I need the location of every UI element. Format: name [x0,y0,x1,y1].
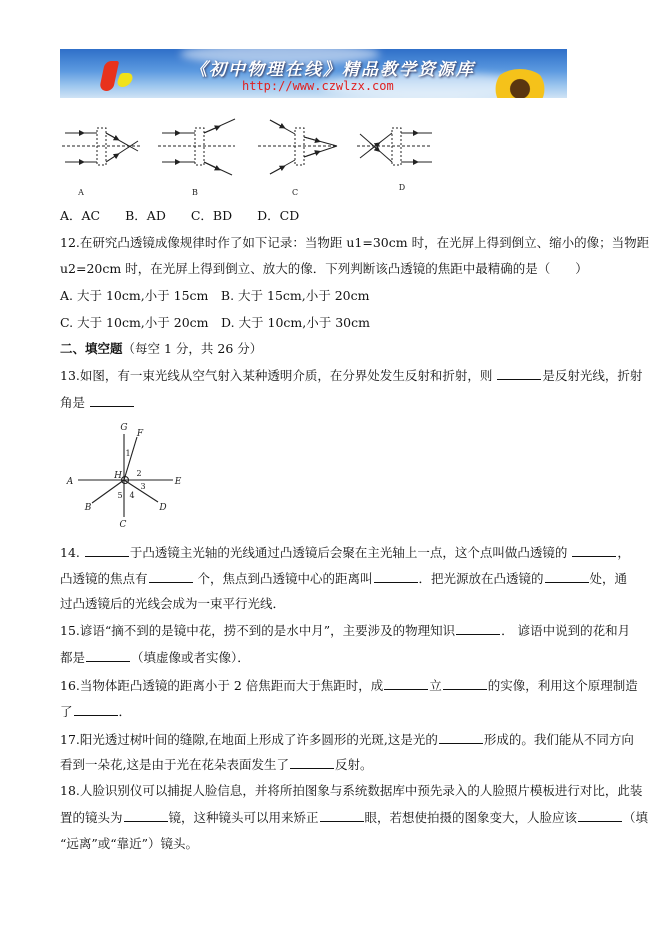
text-segment: “远离”或“靠近”）镜头。 [60,836,199,851]
text-segment: 于凸透镜主光轴的光线通过凸透镜后会聚在主光轴上一点，这个点叫做凸透镜的 [129,545,572,560]
figure-label-b: B [192,188,198,197]
angle-5: 5 [117,491,123,500]
answer-blank[interactable] [124,809,168,822]
answer-blank[interactable] [374,570,418,583]
figure-label-c: C [291,188,299,197]
q13-reflection-figure [60,415,200,530]
point-e: E [174,477,182,487]
text-segment: 15.谚语“摘不到的是镜中花，捞不到的是水中月”，主要涉及的物理知识 [60,623,456,638]
lens-diagrams [0,0,661,200]
text-segment: 过凸透镜后的光线会成为一束平行光线． [60,596,286,611]
point-d: D [159,503,167,513]
text-segment: （填虚像或者实像）． [131,650,250,665]
text-segment: 12.在研究凸透镜成像规律时作了如下记录：当物距 u1=30cm 时，在光屏上得到倒立、缩小的像；当物距 [60,235,650,250]
text-line [60,731,634,748]
text-line [60,367,643,384]
text-line [60,836,198,852]
text-line [60,783,643,799]
point-c: C [119,520,127,530]
banner-url: http://www.czwlzx.com [242,79,394,93]
lens-diagram-d [357,128,432,165]
answer-blank[interactable] [86,649,130,662]
text-segment: A. 大于 10cm,小于 15cm B. 大于 15cm,小于 20cm [60,288,370,303]
answer-blank[interactable] [545,570,589,583]
answer-blank[interactable] [320,809,364,822]
section-heading: 二、填空题 [60,341,123,356]
answer-blank[interactable] [149,570,193,583]
text-line [60,622,631,639]
figure-label-a: A [78,188,84,197]
text-segment: 的实像，利用这个原理制造 [487,678,638,693]
text-segment: 眼，若想使拍摄的图象变大，人脸应该 [364,810,578,825]
point-b: B [84,503,92,513]
text-segment: 凸透镜的焦点有 [60,571,148,586]
answer-blank[interactable] [290,756,334,769]
text-segment: 17.阳光透过树叶间的缝隙,在地面上形成了许多圆形的光斑,这是光的 [60,732,438,747]
text-segment: 13.如图，有一束光线从空气射入某种透明介质，在分界处发生反射和折射，则 [60,368,497,383]
text-line [60,677,638,694]
text-segment: 处，通 [589,571,628,586]
text-segment: 16.当物体距凸透镜的距离小于 2 倍焦距而大于焦距时，成 [60,678,384,693]
text-segment: 反射。 [334,757,373,772]
answer-blank[interactable] [578,809,622,822]
answer-blank[interactable] [439,731,483,744]
angle-1: 1 [125,449,131,458]
point-h: H [114,471,122,481]
text-segment: （每空 1 分，共 26 分） [122,341,263,356]
lens-diagram-b [158,119,235,175]
angle-2: 2 [136,469,142,478]
answer-blank[interactable] [90,394,134,407]
answer-blank[interactable] [384,677,428,690]
text-segment: （填 [623,810,649,825]
text-segment: 是反射光线，折射 [542,368,643,383]
text-segment: 18.人脸识别仪可以捕捉人脸信息，并将所拍图象与系统数据库中预先录入的人脸照片模板进行对比，此装 [60,783,643,798]
text-segment: ． 谚语中说到的花和月 [501,623,631,638]
q11-options: A．AC B．AD C．BD D．CD [60,208,300,223]
text-line [60,288,370,304]
lens-diagram-a [62,128,140,165]
text-line [60,809,649,826]
figure-label-d: D [398,183,406,192]
answer-blank[interactable] [74,703,118,716]
text-line [60,341,262,357]
answer-blank[interactable] [443,677,487,690]
text-segment: 14. [60,545,84,560]
answer-blank[interactable] [497,367,541,380]
text-segment: 形成的。我们能从不同方向 [483,732,634,747]
text-segment: ．把光源放在凸透镜的 [418,571,544,586]
lens-diagram-c [258,120,337,174]
text-segment: ． [118,704,132,719]
text-line [60,649,250,666]
text-segment: 置的镜头为 [60,810,123,825]
text-segment: 立 [429,678,442,693]
text-segment: u2=20cm 时，在光屏上得到倒立、放大的像．下列判断该凸透镜的焦距中最精确的是（ ） [60,261,588,276]
text-line [60,261,588,277]
text-segment: 看到一朵花,这是由于光在花朵表面发生了 [60,757,289,772]
text-line [60,756,373,773]
angle-4: 4 [129,491,135,500]
answer-blank[interactable] [456,622,500,635]
text-line [60,703,131,720]
text-segment: ， [617,545,630,560]
angle-3: 3 [140,482,146,491]
text-line [60,235,650,251]
text-line [60,544,630,561]
text-line [60,596,285,612]
point-a: A [66,477,74,487]
text-segment: 角是 [60,395,89,410]
text-line [60,315,370,331]
answer-blank[interactable] [572,544,616,557]
text-line [60,394,135,411]
answer-blank[interactable] [85,544,129,557]
text-segment: 个，焦点到凸透镜中心的距离叫 [193,571,373,586]
point-f: F [136,429,144,439]
banner-title: 《初中物理在线》精品教学资源库 [190,60,475,80]
point-g: G [120,423,128,433]
text-line [60,570,628,587]
text-segment: 都是 [60,650,86,665]
text-segment: 镜，这种镜头可以用来矫正 [168,810,319,825]
text-segment: 了 [60,704,73,719]
text-segment: C. 大于 10cm,小于 20cm D. 大于 10cm,小于 30cm [60,315,370,330]
